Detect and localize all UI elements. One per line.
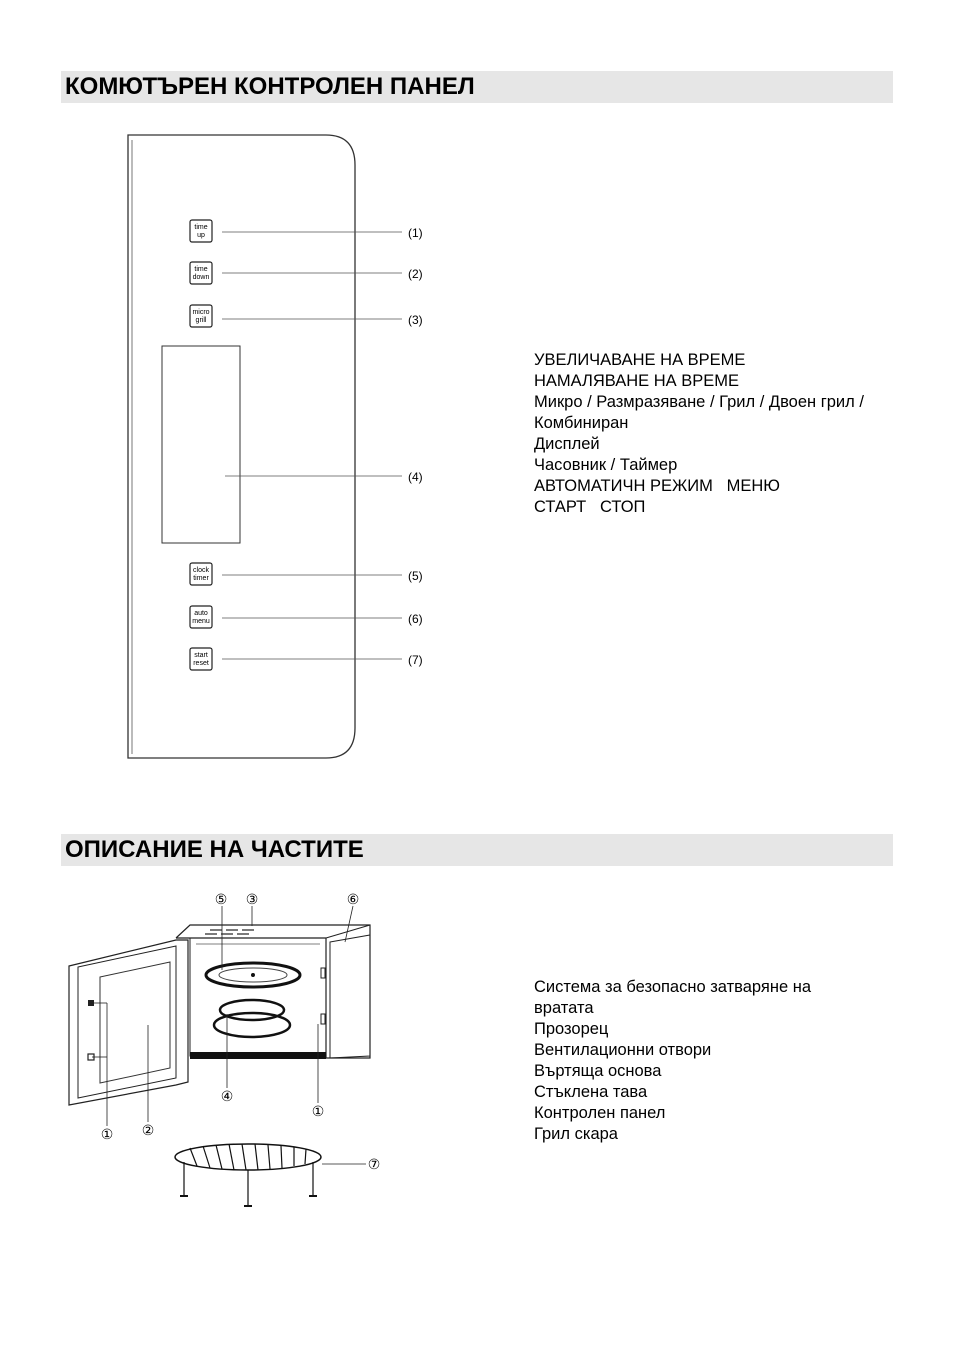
callout-4: (4) — [408, 470, 423, 484]
svg-text:micro: micro — [192, 309, 210, 316]
marker-4: ④ — [220, 1088, 234, 1104]
svg-text:time: time — [194, 224, 208, 231]
callout-7: (7) — [408, 653, 423, 667]
legend-item: АВТОМАТИЧН РЕЖИМ МЕНЮ — [534, 477, 780, 495]
legend-item: Стъклена тава — [534, 1083, 648, 1101]
legend-item: Контролен панел — [534, 1104, 666, 1122]
legend-item: Вентилационни отвори — [534, 1041, 712, 1059]
marker-1-left: ① — [100, 1126, 114, 1142]
marker-3: ③ — [245, 891, 259, 907]
legend-item: НАМАЛЯВАНЕ НА ВРЕМЕ — [534, 372, 740, 390]
legend-item: Часовник / Таймер — [534, 456, 678, 474]
svg-text:timer: timer — [193, 575, 209, 582]
callout-2: (2) — [408, 267, 423, 281]
callout-5: (5) — [408, 569, 423, 583]
svg-text:up: up — [197, 232, 205, 239]
callout-6: (6) — [408, 612, 423, 626]
legend-item: Дисплей — [534, 435, 600, 453]
marker-1-right: ① — [311, 1103, 325, 1119]
callout-3: (3) — [408, 313, 423, 327]
marker-7: ⑦ — [367, 1156, 381, 1172]
svg-text:grill: grill — [195, 317, 207, 324]
vent-slots — [205, 930, 254, 934]
legend-item: Грил скара — [534, 1125, 618, 1143]
parts-legend — [534, 977, 854, 1145]
legend-item: УВЕЛИЧАВАНЕ НА ВРЕМЕ — [534, 351, 746, 369]
legend-item: Система за безопасно затваряне на вратата — [534, 978, 812, 1017]
legend-item: Микро / Размразяване / Грил / Двоен грил / Комбиниран — [534, 393, 864, 432]
callout-1: (1) — [408, 226, 423, 240]
legend-item: Въртяща основа — [534, 1062, 662, 1080]
section-title: ОПИСАНИЕ НА ЧАСТИТЕ — [65, 836, 364, 863]
svg-text:clock: clock — [193, 567, 209, 574]
marker-2: ② — [141, 1122, 155, 1138]
svg-text:auto: auto — [194, 610, 208, 617]
marker-6: ⑥ — [346, 891, 360, 907]
legend-item: Прозорец — [534, 1020, 609, 1038]
svg-text:start: start — [194, 652, 208, 659]
svg-text:menu: menu — [192, 618, 210, 625]
section-title: КОМЮТЪРЕН КОНТРОЛЕН ПАНЕЛ — [65, 73, 475, 100]
svg-text:reset: reset — [193, 660, 209, 667]
svg-text:down: down — [192, 274, 210, 281]
marker-5: ⑤ — [214, 891, 228, 907]
legend-item: СТАРТ СТОП — [534, 498, 646, 516]
svg-text:time: time — [194, 266, 208, 273]
